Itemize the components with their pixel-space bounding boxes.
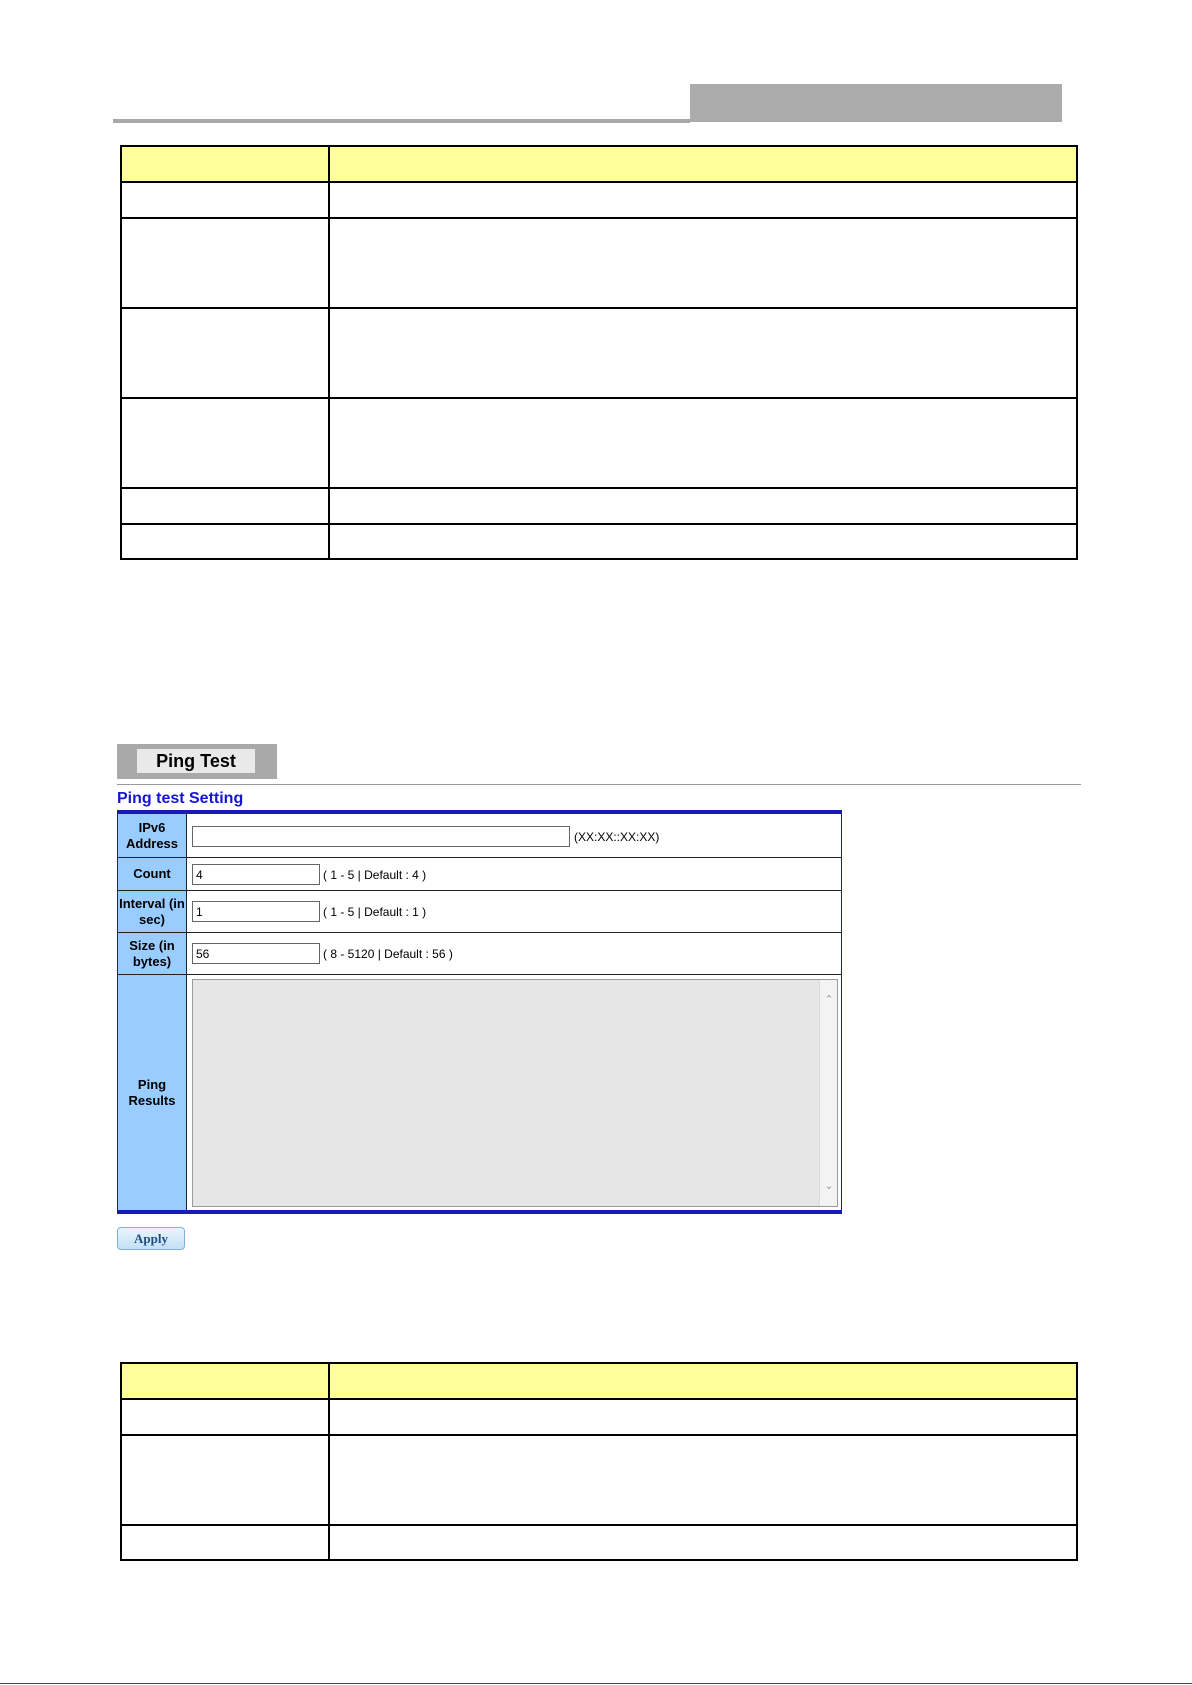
panel-title: Ping Test (137, 749, 255, 773)
table-cell (121, 1435, 329, 1525)
results-scrollbar[interactable] (819, 980, 837, 1206)
table-row (121, 1435, 1077, 1525)
header-tab (690, 84, 1062, 122)
chevron-down-icon[interactable]: ⌄ (824, 1179, 834, 1192)
table-header-row (121, 1363, 1077, 1399)
ping-results-textarea[interactable] (192, 979, 838, 1207)
panel-title-bar (117, 744, 277, 779)
ping-results-label: Ping Results (118, 975, 187, 1210)
ipv6-address-row (118, 814, 841, 858)
table-row (121, 524, 1077, 559)
size-row (118, 933, 841, 975)
ipv6-address-hint: (XX:XX::XX:XX) (574, 830, 660, 844)
interval-row (118, 891, 841, 933)
chevron-up-icon[interactable]: ⌃ (824, 993, 834, 1006)
table-cell (329, 398, 1077, 488)
table-cell (121, 398, 329, 488)
apply-button[interactable]: Apply (117, 1227, 185, 1250)
table-row (121, 1525, 1077, 1560)
table-cell (329, 182, 1077, 218)
table-cell (329, 488, 1077, 524)
footer-rule (0, 1683, 1192, 1684)
table-cell (121, 524, 329, 559)
table-header-cell (121, 146, 329, 182)
table-cell (329, 524, 1077, 559)
table-cell (121, 218, 329, 308)
table-header-row (121, 146, 1077, 182)
table-header-cell (329, 146, 1077, 182)
table-cell (329, 1435, 1077, 1525)
count-hint: ( 1 - 5 | Default : 4 ) (323, 868, 427, 882)
table-header-cell (121, 1363, 329, 1399)
parameter-table-top (120, 145, 1078, 560)
table-cell (329, 1399, 1077, 1435)
table-cell (121, 1399, 329, 1435)
ipv6-address-label: IPv6 Address (118, 814, 187, 857)
parameter-table-bottom (120, 1362, 1078, 1561)
interval-input[interactable] (192, 901, 320, 922)
section-rule (117, 784, 1081, 785)
table-row (121, 1399, 1077, 1435)
table-row (121, 488, 1077, 524)
table-cell (121, 182, 329, 218)
header-rule (113, 119, 690, 123)
table-header-cell (329, 1363, 1077, 1399)
ping-settings-form (117, 810, 842, 1214)
size-hint: ( 8 - 5120 | Default : 56 ) (323, 947, 453, 961)
interval-label: Interval (in sec) (118, 891, 187, 932)
table-cell (121, 1525, 329, 1560)
table-cell (329, 308, 1077, 398)
ipv6-address-input[interactable] (192, 826, 570, 847)
table-row (121, 308, 1077, 398)
table-row (121, 398, 1077, 488)
size-label: Size (in bytes) (118, 933, 187, 974)
table-row (121, 182, 1077, 218)
section-label: Ping test Setting (117, 790, 244, 807)
table-cell (121, 488, 329, 524)
table-cell (329, 218, 1077, 308)
interval-hint: ( 1 - 5 | Default : 1 ) (323, 905, 427, 919)
count-input[interactable] (192, 864, 320, 885)
count-label: Count (118, 858, 187, 890)
count-row (118, 858, 841, 891)
table-cell (329, 1525, 1077, 1560)
table-cell (121, 308, 329, 398)
ping-results-row (118, 975, 841, 1210)
size-input[interactable] (192, 943, 320, 964)
table-row (121, 218, 1077, 308)
